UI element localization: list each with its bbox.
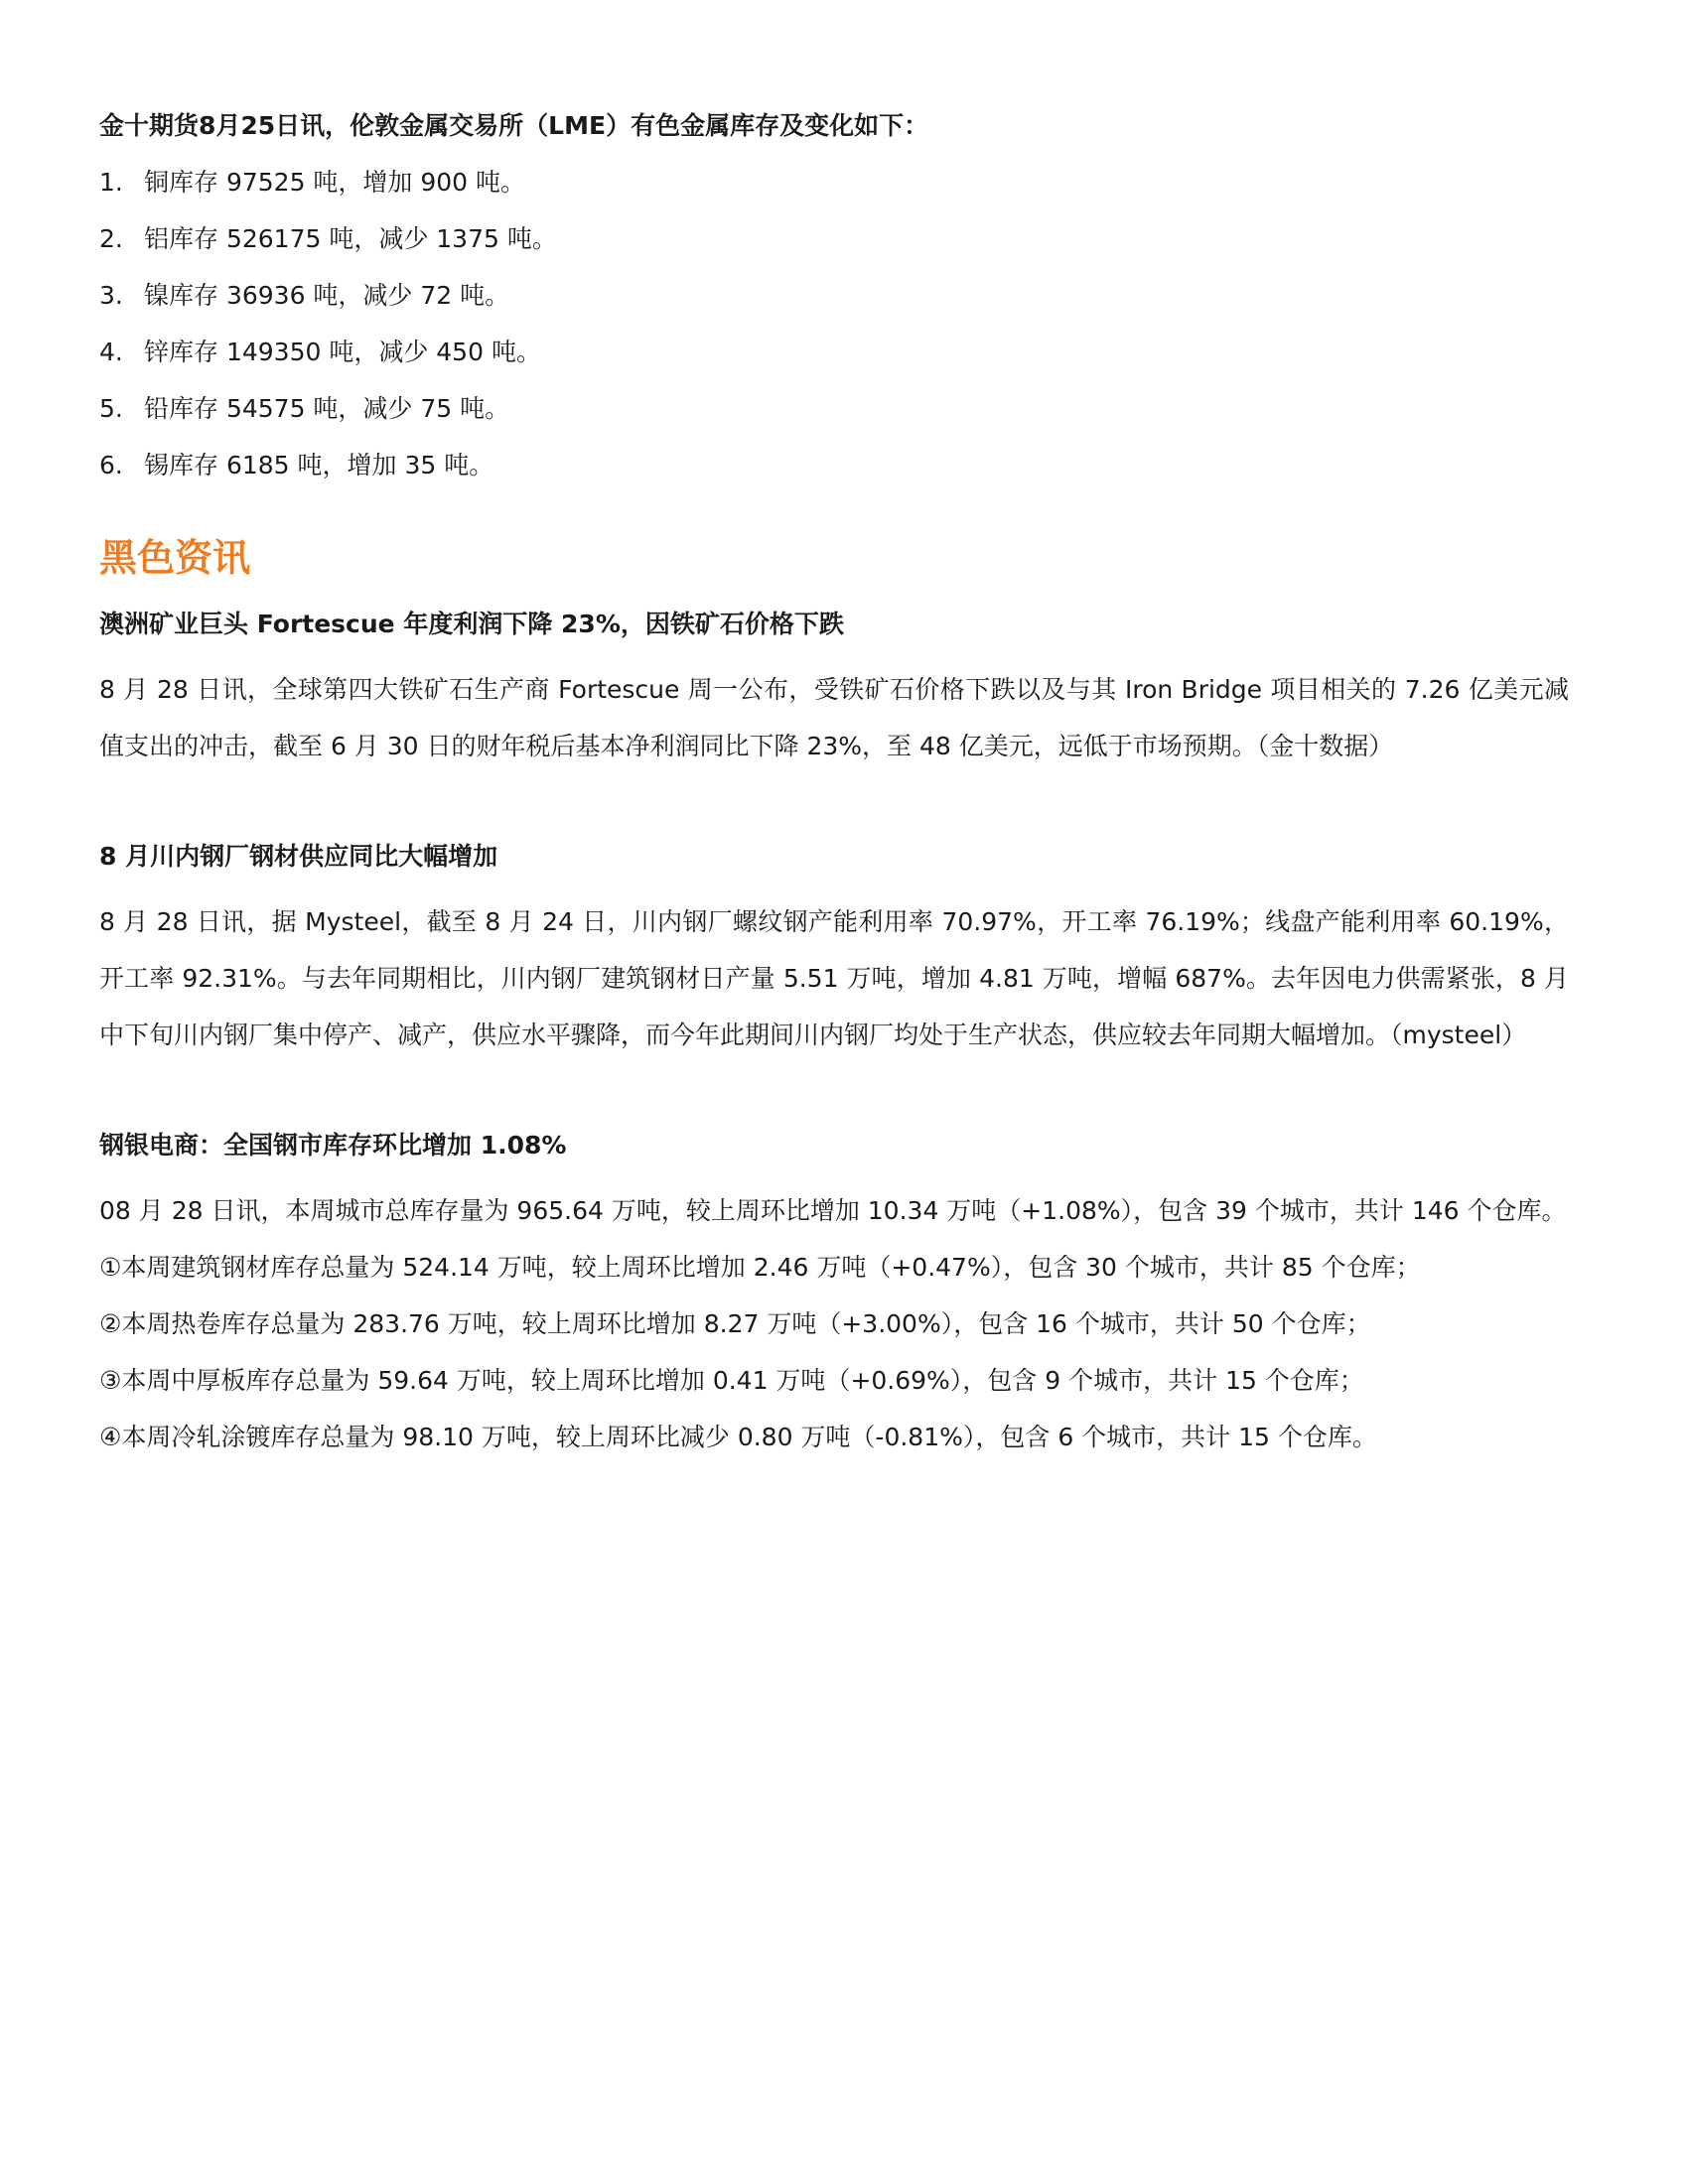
list-item [99, 220, 1569, 258]
list-item-number: 1. [99, 168, 123, 197]
article-body: 8 月 28 日讯，全球第四大铁矿石生产商 Fortescue 周一公布，受铁矿石价格下跌以及与其 Iron Bridge 项目相关的 7.26 亿美元减值支出的冲击，截至 6 月 30 日的财年税后基本净利润同比下降 23%，至 48 亿美元，远低于市场预期。（金十数据） [99, 675, 1569, 760]
list-item-text: 镍库存 36936 吨，减少 72 吨。 [144, 281, 510, 310]
list-item-text: 锡库存 6185 吨，增加 35 吨。 [144, 451, 494, 479]
inventory-line-hot-rolled: ②本周热卷库存总量为 283.76 万吨，较上周环比增加 8.27 万吨（+3.00%），包含 16 个城市，共计 50 个仓库； [99, 1309, 1371, 1338]
inventory-line-plate: ③本周中厚板库存总量为 59.64 万吨，较上周环比增加 0.41 万吨（+0.69%），包含 9 个城市，共计 15 个仓库； [99, 1366, 1364, 1395]
inventory-line-construction: ①本周建筑钢材库存总量为 524.14 万吨，较上周环比增加 2.46 万吨（+0.47%），包含 30 个城市，共计 85 个仓库； [99, 1253, 1421, 1282]
list-item-text: 锌库存 149350 吨，减少 450 吨。 [144, 338, 541, 366]
list-item [99, 390, 1569, 428]
inventory-line-cold-rolled: ④本周冷轧涂镀库存总量为 98.10 万吨，较上周环比减少 0.80 万吨（-0.81%），包含 6 个城市，共计 15 个仓库。 [99, 1423, 1377, 1451]
list-item [99, 277, 1569, 315]
list-item-number: 6. [99, 451, 123, 479]
section-heading: 黑色资讯 [99, 536, 251, 580]
list-item-text: 铜库存 97525 吨，增加 900 吨。 [144, 168, 526, 197]
list-item [99, 447, 1569, 484]
list-item-number: 2. [99, 224, 123, 253]
article-fortescue [99, 606, 1569, 774]
lme-inventory-list [99, 164, 1569, 484]
article-title: 8 月川内钢厂钢材供应同比大幅增加 [99, 842, 498, 871]
document-page [99, 107, 1569, 1529]
article-title: 钢银电商：全国钢市库存环比增加 1.08% [99, 1131, 567, 1160]
list-item-number: 4. [99, 338, 123, 366]
list-item-text: 铝库存 526175 吨，减少 1375 吨。 [144, 224, 557, 253]
list-item [99, 164, 1569, 202]
list-item [99, 334, 1569, 371]
article-body: 08 月 28 日讯，本周城市总库存量为 965.64 万吨，较上周环比增加 10.34 万吨（+1.08%），包含 39 个城市，共计 146 个仓库。 [99, 1196, 1567, 1225]
article-sichuan-steel [99, 838, 1569, 1063]
list-item-text: 铅库存 54575 吨，减少 75 吨。 [144, 394, 510, 423]
list-item-number: 5. [99, 394, 123, 423]
article-steel-inventory [99, 1127, 1569, 1465]
article-title: 澳洲矿业巨头 Fortescue 年度利润下降 23%，因铁矿石价格下跌 [99, 610, 844, 638]
article-body: 8 月 28 日讯，据 Mysteel，截至 8 月 24 日，川内钢厂螺纹钢产能利用率 70.97%，开工率 76.19%；线盘产能利用率 60.19%，开工率 92.31%。与去年同期相比，川内钢厂建筑钢材日产量 5.51 万吨，增加 4.81 万吨，增幅 687%。去年因电力供需紧张，8 月中下旬川内钢厂集中停产、减产，供应水平骤降，而今年此期间川内钢厂均处于生产状态，供应较去年同期大幅增加。（mysteel） [99, 907, 1569, 1049]
list-item-number: 3. [99, 281, 123, 310]
lme-intro: 金十期货8月25日讯，伦敦金属交易所（LME）有色金属库存及变化如下： [99, 111, 929, 140]
